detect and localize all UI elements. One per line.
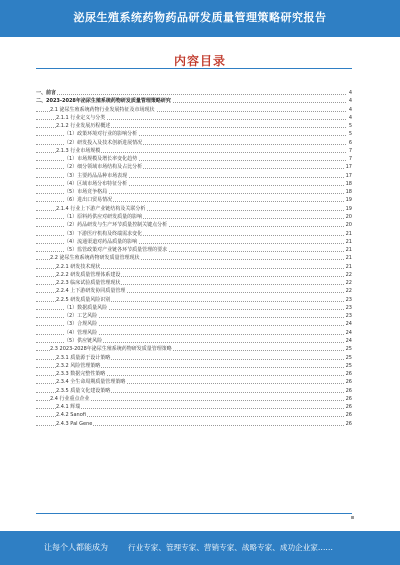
toc-entry-text: （5）监管政策对产业链各环节质量管理的要求 bbox=[64, 247, 168, 254]
toc-entry-page: 24 bbox=[345, 321, 352, 328]
toc-entry-page: 22 bbox=[345, 288, 352, 295]
toc-entry-page: 18 bbox=[345, 180, 352, 187]
leader-dots bbox=[36, 88, 346, 95]
toc-entry-page: 4 bbox=[348, 114, 352, 121]
toc-entry-text: （1）原料药供应对研发质量的影响 bbox=[64, 213, 143, 220]
page-mark bbox=[351, 516, 354, 519]
top-divider bbox=[36, 68, 352, 69]
toc-entry-text: （2）药品研发与生产环节质量控制关键点分析 bbox=[64, 222, 168, 229]
toc-entry-text: （4）管理风险 bbox=[64, 329, 98, 336]
toc-entry-page: 4 bbox=[348, 98, 352, 105]
toc-entry-page: 19 bbox=[345, 197, 352, 204]
toc-entry-page: 26 bbox=[345, 404, 352, 411]
toc-entry-text: （5）供应链风险 bbox=[64, 337, 103, 344]
toc-entry-page: 18 bbox=[345, 189, 352, 196]
toc-entry-page: 4 bbox=[348, 90, 352, 96]
toc-entry-page: 21 bbox=[345, 263, 352, 270]
toc-entry-page: 23 bbox=[345, 304, 352, 311]
toc-entry-page: 26 bbox=[345, 412, 352, 419]
toc-entry-page: 25 bbox=[345, 354, 352, 361]
toc-entry-page: 7 bbox=[348, 156, 352, 163]
toc-entry-page: 24 bbox=[345, 337, 352, 344]
toc-entry-text: 二、2023-2028年泌尿生殖系统药物研发质量管理策略研究 bbox=[36, 98, 171, 105]
toc-entry-text: （5）市场竞争格局 bbox=[64, 189, 108, 196]
toc-entry-page: 21 bbox=[345, 255, 352, 262]
toc-entry-text: 2.1.4 行业上下游产业链结构及关联分析 bbox=[56, 205, 146, 212]
toc-entry-text: 2.2.1 研发技术现状 bbox=[56, 263, 101, 270]
bottom-divider bbox=[36, 513, 352, 514]
toc-entry-text: （4）区域市场分布特征分析 bbox=[64, 180, 128, 187]
toc-entry-page: 23 bbox=[345, 313, 352, 320]
toc-entry-text: 2.2.2 研发质量管理体系建设 bbox=[56, 271, 121, 278]
toc-entry-text: （2）工艺风险 bbox=[64, 313, 98, 320]
toc-entry-text: 2.3.1 质量源于设计策略 bbox=[56, 354, 111, 361]
toc-entry-page: 21 bbox=[345, 238, 352, 245]
toc-entry-text: 2.1 泌尿生殖系统药物行业发展特征及市场现状 bbox=[50, 106, 155, 113]
footer-roles: 行业专家、管理专家、营销专家、战略专家、成功企业家…… bbox=[128, 543, 334, 552]
toc-entry-text: 2.2.4 上下游研发协同质量管理 bbox=[56, 288, 126, 295]
toc-entry-page: 26 bbox=[345, 379, 352, 386]
toc-entry-text: 2.2 泌尿生殖系统药物研发质量管理现状 bbox=[50, 255, 140, 262]
toc-entry-text: 2.1.1 行业定义与分类 bbox=[56, 114, 106, 121]
toc-entry-page: 7 bbox=[348, 147, 352, 154]
footer-bar bbox=[0, 531, 400, 565]
toc-entry-text: （4）流通渠道对药品质量的影响 bbox=[64, 238, 138, 245]
toc-entry-text: 2.3 2023-2028年泌尿生殖系统药物研发质量管理策略 bbox=[50, 346, 172, 353]
toc-title: 内容目录 bbox=[173, 54, 226, 68]
toc-entry-page: 17 bbox=[345, 164, 352, 171]
toc-entry-page: 25 bbox=[345, 362, 352, 369]
toc-entry-page: 26 bbox=[345, 371, 352, 378]
toc-entry-page: 4 bbox=[348, 106, 352, 113]
toc-entry-page: 17 bbox=[345, 172, 352, 179]
toc-entry-text: 2.3.3 数据完整性策略 bbox=[56, 371, 106, 378]
toc-entry-page: 20 bbox=[345, 213, 352, 220]
toc-entry-text: 2.3.2 风险管理策略 bbox=[56, 362, 101, 369]
header-bar bbox=[0, 0, 400, 37]
toc-entry-page: 26 bbox=[345, 395, 352, 402]
toc-entry-text: 2.4 行业重点企业 bbox=[50, 395, 90, 402]
report-title: 泌尿生殖系统药物药品研发质量管理策略研究报告 bbox=[73, 11, 327, 24]
toc-entry-text: 2.3.5 质量文化建设策略 bbox=[56, 387, 111, 394]
toc-entry-page: 21 bbox=[345, 247, 352, 254]
toc-entry-text: 2.2.5 研发质量风险识别 bbox=[56, 296, 111, 303]
toc-entry[interactable] bbox=[36, 420, 352, 428]
toc-entry-text: （3）下游医疗机构及终端需求变化 bbox=[64, 230, 143, 237]
toc-entry-text: 2.4.2 Sanofi bbox=[56, 412, 86, 419]
toc-entry-text: （6）进出口贸易情况 bbox=[64, 197, 113, 204]
toc-entry-page: 5 bbox=[348, 123, 352, 130]
toc-entry-text: 一、前言 bbox=[36, 90, 57, 96]
table-of-contents bbox=[36, 89, 352, 509]
toc-entry-page: 5 bbox=[348, 131, 352, 138]
toc-entry-text: 2.1.2 行业发展历程概述 bbox=[56, 123, 111, 130]
toc-entry-page: 20 bbox=[345, 222, 352, 229]
toc-entry-page: 25 bbox=[345, 346, 352, 353]
toc-entry-text: （1）市场规模及增长率变化趋势 bbox=[64, 156, 138, 163]
toc-entry-text: 2.1.3 行业市场规模 bbox=[56, 147, 101, 154]
toc-entry-text: （2）研发投入及技术创新进展情况 bbox=[64, 139, 143, 146]
toc-entry-text: （3）合规风险 bbox=[64, 321, 98, 328]
toc-entry-page: 22 bbox=[345, 280, 352, 287]
toc-entry-text: （3）主要药品品种市场表现 bbox=[64, 172, 128, 179]
toc-entry-text: 2.4.1 辉瑞 bbox=[56, 404, 81, 411]
toc-entry-page: 26 bbox=[345, 387, 352, 394]
toc-entry-page: 6 bbox=[348, 139, 352, 146]
toc-entry-page: 19 bbox=[345, 205, 352, 212]
toc-entry-text: （2）细分领域市场结构及占比分析 bbox=[64, 164, 143, 171]
toc-entry-page: 22 bbox=[345, 271, 352, 278]
toc-entry-text: 2.2.3 临床试验质量管理现状 bbox=[56, 280, 121, 287]
toc-entry-page: 23 bbox=[345, 296, 352, 303]
toc-entry-page: 24 bbox=[345, 329, 352, 336]
toc-entry-text: （1）政策环境对行业的影响分析 bbox=[64, 131, 138, 138]
leader-dots bbox=[36, 402, 346, 409]
toc-entry-text: （1）数据质量风险 bbox=[64, 304, 108, 311]
toc-entry-page: 26 bbox=[345, 420, 352, 427]
toc-entry-text: 2.4.3 Pal Gene bbox=[56, 420, 93, 427]
footer-slogan: 让每个人都能成为 bbox=[44, 543, 108, 552]
toc-entry-page: 21 bbox=[345, 230, 352, 237]
toc-entry-text: 2.3.4 全生命周期质量管理策略 bbox=[56, 379, 126, 386]
